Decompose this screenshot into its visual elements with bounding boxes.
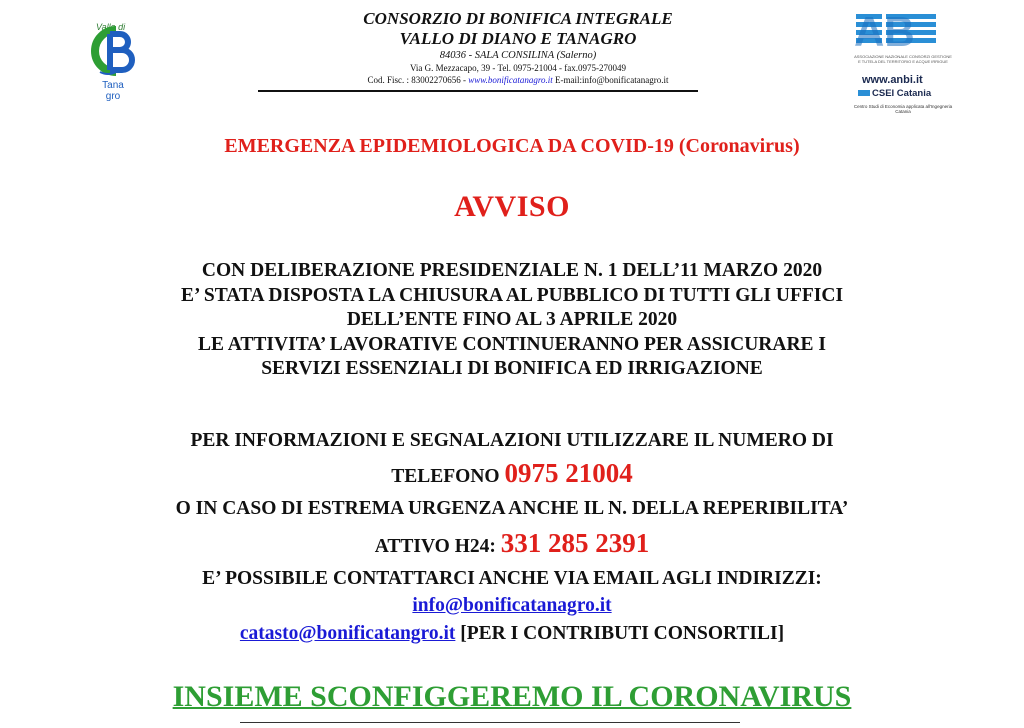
email2-link[interactable]: catasto@bonificatangro.it <box>239 623 456 644</box>
logo-bottom-text: Tana gro <box>102 80 124 102</box>
bottom-divider <box>240 722 740 723</box>
h24-number[interactable]: 331 285 2391 <box>500 528 650 558</box>
emergency-title: EMERGENZA EPIDEMIOLOGICA DA COVID-19 (Coronavirus) <box>224 135 800 157</box>
org-city: 84036 - SALA CONSILINA (Salerno) <box>439 50 597 61</box>
urgent-line: O IN CASO DI ESTREMA URGENZA ANCHE IL N. DELLA REPERIBILITA’ <box>175 498 849 519</box>
logo-top-text: Vallo di <box>96 22 126 32</box>
info-line: PER INFORMAZIONI E SEGNALAZIONI UTILIZZARE IL NUMERO DI <box>190 430 834 451</box>
anbi-emblem-icon <box>852 8 940 52</box>
csei-icon <box>858 88 870 98</box>
cb-monogram-icon <box>86 22 138 78</box>
paragraph-line: SERVIZI ESSENZIALI DI BONIFICA ED IRRIGAZIONE <box>261 358 763 379</box>
consortium-logo <box>82 22 142 104</box>
org-name-line1: CONSORZIO DI BONIFICA INTEGRALE <box>363 9 673 28</box>
paragraph-line: LE ATTIVITA’ LAVORATIVE CONTINUERANNO PER ASSICURARE I <box>197 333 827 355</box>
organization-header <box>258 9 778 86</box>
org-name-line2: VALLO DI DIANO E TANAGRO <box>399 29 637 48</box>
svg-text:AB: AB <box>854 8 915 52</box>
phone-line: TELEFONO 0975 21004 <box>391 458 633 488</box>
header-divider <box>258 90 698 92</box>
email1-link[interactable]: info@bonificatanagro.it <box>412 595 612 616</box>
csei-label: CSEI Catania <box>872 88 932 99</box>
email1-line <box>0 595 1024 617</box>
closure-paragraph <box>0 259 1024 382</box>
notice-title: AVVISO <box>454 190 570 223</box>
email2-line: catasto@bonificatangro.it [PER I CONTRIBUTI CONSORTILI] <box>239 623 785 644</box>
slogan: INSIEME SCONFIGGEREMO IL CORONAVIRUS <box>172 680 852 713</box>
email-intro-line: E’ POSSIBILE CONTATTARCI ANCHE VIA EMAIL AGLI INDIRIZZI: <box>202 568 822 589</box>
paragraph-line: E’ STATA DISPOSTA LA CHIUSURA AL PUBBLICO DI TUTTI GLI UFFICI <box>180 284 844 306</box>
paragraph-line: DELL’ENTE FINO AL 3 APRILE 2020 <box>346 309 678 330</box>
org-address: Via G. Mezzacapo, 39 - Tel. 0975-21004 - fax.0975-270049 <box>409 63 627 73</box>
org-website-link[interactable]: www.bonificatanagro.it <box>468 75 553 85</box>
org-fiscal-line: Cod. Fisc. : 83002270656 - www.bonificatanagro.it E-mail:info@bonificatanagro.it <box>367 75 669 85</box>
paragraph-line: CON DELIBERAZIONE PRESIDENZIALE N. 1 DELL’11 MARZO 2020 <box>201 260 823 281</box>
anbi-website: www.anbi.it <box>862 74 923 86</box>
csei-description: Centro Studi di Economia applicata all'Ingegneria Catania <box>853 104 953 114</box>
phone-number[interactable]: 0975 21004 <box>504 458 633 488</box>
h24-line: ATTIVO H24: 331 285 2391 <box>374 528 650 558</box>
anbi-description: ASSOCIAZIONE NAZIONALE CONSORZI GESTIONE E TUTELA DEL TERRITORIO E ACQUE IRRIGUE <box>854 54 952 64</box>
anbi-logo <box>852 8 954 114</box>
